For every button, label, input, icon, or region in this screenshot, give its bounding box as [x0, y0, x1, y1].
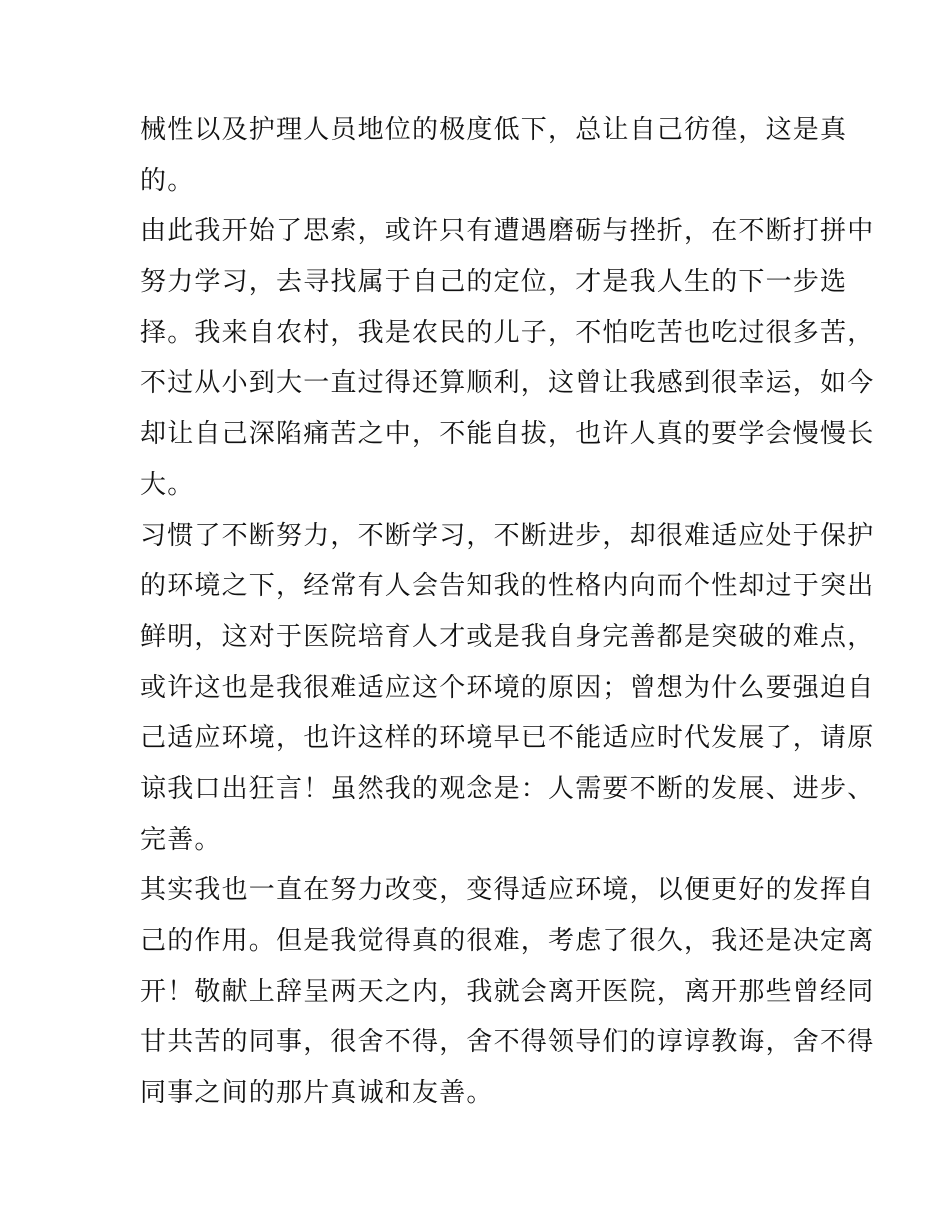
- text-line: 努力学习，去寻找属于自己的定位，才是我人生的下一步选: [140, 267, 848, 298]
- text-line: 择。我来自农村，我是农民的儿子，不怕吃苦也吃过很多苦，: [140, 317, 875, 348]
- text-line: 开！敬献上辞呈两天之内，我就会离开医院，离开那些曾经同: [140, 976, 875, 1007]
- paragraph: [140, 511, 875, 866]
- text-line: 的。: [140, 165, 195, 196]
- text-line: 其实我也一直在努力改变，变得适应环境，以便更好的发挥自: [140, 875, 875, 906]
- text-line: 却让自己深陷痛苦之中，不能自拔，也许人真的要学会慢慢长: [140, 419, 875, 450]
- text-line: 由此我开始了思索，或许只有遭遇磨砺与挫折，在不断打拼中: [140, 216, 875, 247]
- text-line: 甘共苦的同事，很舍不得，舍不得领导们的谆谆教诲，舍不得: [140, 1027, 875, 1058]
- document-page: [140, 105, 875, 1119]
- text-line: 械性以及护理人员地位的极度低下，总让自己彷徨，这是真: [140, 115, 848, 145]
- text-line: 习惯了不断努力，不断学习，不断进步，却很难适应处于保护: [140, 520, 875, 551]
- text-line: 己的作用。但是我觉得真的很难，考虑了很久，我还是决定离: [140, 926, 875, 956]
- paragraph: [140, 865, 875, 1118]
- text-line: 完善。: [140, 824, 222, 855]
- text-line: 己适应环境，也许这样的环境早已不能适应时代发展了，请原: [140, 723, 875, 754]
- text-line: 同事之间的那片真诚和友善。: [140, 1078, 494, 1109]
- paragraph: [140, 105, 848, 206]
- text-line: 鲜明，这对于医院培育人才或是我自身完善都是突破的难点，: [140, 621, 875, 652]
- text-line: 或许这也是我很难适应这个环境的原因；曾想为什么要强迫自: [140, 672, 875, 703]
- text-line: 的环境之下，经常有人会告知我的性格内向而个性却过于突出: [140, 571, 875, 602]
- text-line: 不过从小到大一直过得还算顺利，这曾让我感到很幸运，如今: [140, 368, 875, 399]
- text-line: 谅我口出狂言！虽然我的观念是：人需要不断的发展、进步、: [140, 773, 875, 804]
- text-line: 大。: [140, 469, 195, 500]
- paragraph: [140, 206, 875, 510]
